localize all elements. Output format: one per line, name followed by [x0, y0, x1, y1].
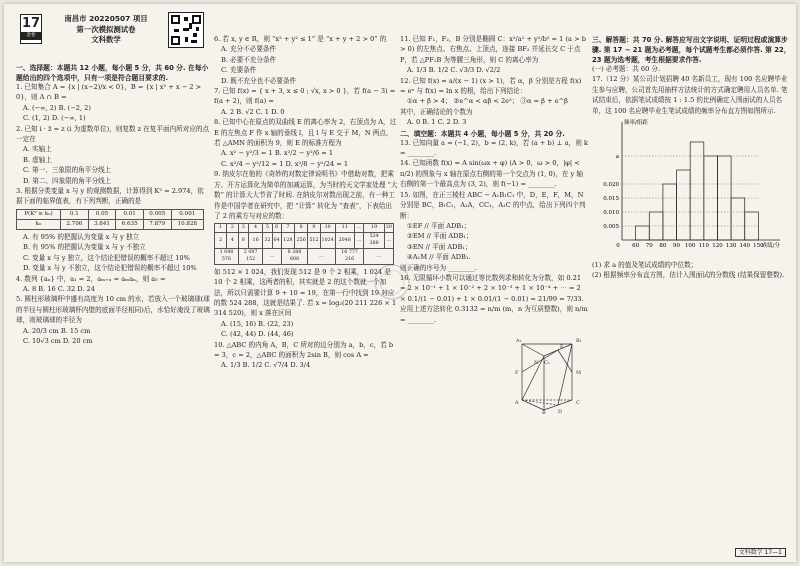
- figure-vertex-label: E: [560, 344, 564, 350]
- badge-number: 17: [21, 16, 41, 31]
- text-line: A. (15, 16) B. (22, 23): [221, 319, 294, 328]
- table-cell: 0.005: [143, 209, 171, 219]
- text-line: A. 有 95% 的把握认为变量 x 与 y 独立: [23, 232, 140, 241]
- text-line: 2. 已知 i · z̄ = z (i 为虚数单位)，则复数 z 在复平面内所对应的点一定在: [16, 124, 210, 144]
- text-line: 1. 已知集合 A = {x | (x−2)/x < 0}，B = {x | x² + x − 2 > 0}，则 A ∩ B =: [16, 83, 202, 102]
- y-tick-label: 0.010: [603, 210, 619, 217]
- x-tick-label: 0: [616, 243, 620, 250]
- x-tick-label: 90: [673, 243, 681, 250]
- y-tick-label: 0.020: [603, 182, 619, 189]
- table-cell: 1 048 576: [215, 248, 239, 264]
- figure-vertex-label: C: [576, 400, 580, 406]
- table-cell: 1: [215, 224, 227, 233]
- title-line-3: 文科数学: [91, 35, 121, 44]
- table-cell: …: [308, 248, 335, 264]
- x-tick-label: 60: [632, 243, 640, 250]
- prism-figure: [514, 334, 584, 414]
- x-axis-label: 成绩/分: [761, 243, 780, 250]
- table-cell: 2 097 152: [238, 248, 263, 264]
- text-line: 16. 无限循环小数可以通过等比数列求和转化为分数，如 0.2̇1̇ = 2 × 10⁻¹ + 1 × 10⁻² + 2 × 10⁻³ + 1 × 10⁻⁴ + ⋯ = 2 × 0.1/(1 − 0.01) + 1 × 0.01/(1 − 0.01) = 21/99 = 7/33.: [400, 273, 584, 303]
- question-block-1b: [16, 232, 210, 346]
- page-footer: [735, 547, 786, 556]
- text-line: A. 20/3 cm B. 15 cm: [23, 326, 91, 335]
- x-tick-label: 80: [659, 243, 667, 250]
- x-tick-label: 110: [698, 243, 710, 250]
- table-cell: …: [384, 232, 393, 248]
- x-tick-label: 100: [684, 243, 696, 250]
- text-line: ④A₁M // 平面 ADB₁.: [407, 253, 471, 262]
- y-tick-label: a: [615, 154, 619, 161]
- table-cell: 3.841: [88, 219, 116, 229]
- figure-vertex-label: B₁: [576, 338, 582, 344]
- text-line: A. 1/3 B. 1/2 C. √3/3 D. √2/2: [407, 66, 501, 75]
- column-4: [592, 34, 792, 554]
- table-cell: 19: [364, 224, 384, 233]
- figure-vertex-label: A₁: [516, 338, 522, 344]
- table-cell: 2: [215, 232, 227, 248]
- column-1: [16, 62, 210, 554]
- exam-title: [50, 14, 162, 46]
- table-cell: 8: [238, 232, 248, 248]
- y-axis-label: 频率/组距: [624, 120, 648, 127]
- text-line: 14. 已知函数 f(x) = A sin(ωx + φ) (A > 0，ω > 0，|φ| < π/2) 的图象与 x 轴在原点右侧的第一个交点为 (1, 0)，在 y 轴右侧的第一个最高点为 (3, 2)，则 f(−1) = ________.: [400, 159, 583, 189]
- paper-number-badge: [20, 14, 42, 44]
- table-cell: 5: [263, 224, 272, 233]
- table-cell: 1024: [320, 232, 335, 248]
- table-cell: 32: [263, 232, 272, 248]
- table-cell: 6: [272, 224, 281, 233]
- qr-code-icon: [168, 12, 204, 48]
- table-cell: 2: [226, 224, 238, 233]
- table-cell: 128: [281, 232, 294, 248]
- table-row: [215, 232, 394, 248]
- badge-label: 金卷: [21, 32, 41, 40]
- text-line: C. (42, 44) D. (44, 46): [221, 330, 294, 339]
- text-line: (1) 求 a 的值及笔试成绩的中位数；: [592, 261, 698, 270]
- histogram-bar: [636, 226, 650, 240]
- table-cell: 7.879: [143, 219, 171, 229]
- text-line: A. (−∞, 2) B. (−2, 2): [23, 103, 91, 112]
- text-line: 5. 圆柱形玻璃杯中盛有高度为 10 cm 的水，若放入一个玻璃球(球的半径与圆柱形玻璃杯内壁的底面半径相同)后，水恰好淹没了玻璃球，则玻璃球的半径为: [16, 295, 210, 325]
- text-line: A. 实轴上: [23, 145, 52, 154]
- figure-vertex-label: F: [515, 370, 519, 376]
- question-block-3: [400, 34, 588, 325]
- text-line: ③EN // 平面 ADB₁；: [407, 242, 472, 251]
- figure-vertex-label: C₁: [544, 360, 550, 366]
- table-cell: 4: [248, 224, 263, 233]
- table-cell: …: [354, 232, 364, 248]
- table-cell: 524 288: [364, 232, 384, 248]
- table-cell: 2.706: [61, 219, 89, 229]
- table-cell: 512: [308, 232, 320, 248]
- text-line: 其中，正确结论的个数为: [400, 107, 473, 116]
- figure-vertex-label: N: [534, 360, 539, 366]
- text-line: ①α + β > 4； ②e^α < αβ < 2e²； ③α = β + e^β: [407, 97, 568, 106]
- figure-vertex-label: A: [515, 400, 519, 406]
- table-cell: 0.1: [61, 209, 89, 219]
- text-line: 12. 已知 f(x) = a/(x − 1) (x > 1)，若 α，β 分别是方程 f(x) = eˣ 与 f(x) = ln x 的根，给出下列结论：: [400, 76, 582, 96]
- table-cell: 2048: [335, 232, 354, 248]
- text-line: 一、选择题：本题共 12 小题，每小题 5 分，共 60 分. 在每小题给出的四个选项中，只有一项是符合题目要求的.: [16, 64, 209, 82]
- table-cell: 8: [295, 224, 308, 233]
- title-line-2: 第一次模拟测试卷: [76, 24, 136, 34]
- text-line: A. 1/3 B. 1/2 C. √7/4 D. 3/4: [221, 361, 311, 370]
- table-cell: 8 388 608: [281, 248, 308, 264]
- table-cell: 6.635: [116, 219, 144, 229]
- text-line: 13. 已知向量 a = (−1, 2)，b = (2, k)，若 (a + b) ⊥ a，则 k = ________.: [400, 138, 588, 158]
- watermark-stamp: [372, 262, 412, 302]
- figure-vertex-label: M: [576, 370, 582, 376]
- x-tick-label: 140: [739, 243, 750, 250]
- figure-vertex-label: D: [558, 409, 563, 414]
- text-line: D. 既不充分也不必要条件: [221, 76, 297, 85]
- text-line: 三、解答题：共 70 分. 解答应写出文字说明、证明过程或演算步骤. 第 17 ~ 21 题为必考题，每个试题考生都必须作答. 第 22，23 题为选考题，考生根据要求作答.: [592, 36, 791, 64]
- table-cell: 16: [248, 232, 263, 248]
- table-row: [17, 219, 204, 229]
- histogram-bar: [731, 198, 745, 240]
- table-cell: 7: [281, 224, 294, 233]
- text-line: (2) 根据频率分布直方图，估计入围面试的分数线 (结果保留整数).: [592, 271, 785, 280]
- table-cell: 0.01: [116, 209, 144, 219]
- text-line: 则正确的序号为 ________.: [400, 263, 477, 272]
- table-cell: …: [263, 248, 281, 264]
- table-cell: 0.001: [171, 209, 203, 219]
- table-row: [215, 248, 394, 264]
- x-tick-label: 120: [712, 243, 723, 250]
- text-line: C. x²/4 − y²/12 = 1 D. x²/8 − y²/24 = 1: [221, 159, 349, 168]
- table-row: [215, 224, 394, 233]
- x-tick-label: 130: [725, 243, 737, 250]
- text-line: 3. 根据分类变量 x 与 y 的观测数据，计算得到 K² = 2.974，依据下面的临界值表，有下列判断，正确的是: [16, 187, 204, 206]
- text-line: A. x² − y²/3 = 1 B. x²/2 − y²/6 = 1: [221, 149, 334, 158]
- question-block-4b: [592, 260, 792, 281]
- y-tick-label: 0.005: [603, 224, 619, 231]
- y-tick-label: 0.015: [603, 196, 619, 203]
- histogram-bar: [690, 142, 704, 240]
- power-of-two-table: [214, 223, 394, 265]
- x-tick-label: 150: [753, 243, 764, 250]
- table-cell: 11: [335, 224, 354, 233]
- text-line: 应用上述方法转化 0.3̇13̇2̇ = n/m (m，n 为互质整数)，则 n/m = ________.: [400, 305, 588, 324]
- text-line: 11. 已知 F₁，F₂，B 分别是椭圆 C：x²/a² + y²/b² = 1 (a > b > 0) 的左焦点、右焦点、上顶点，连接 BF₂ 并延长交 C 于点 P，若 △PF₁B 为等腰三角形，则 C 的离心率为: [400, 35, 586, 64]
- text-line: 8. 已知中心在原点的双曲线 E 的离心率为 2，右顶点为 A，过 E 的左焦点 F 作 x 轴的垂线 l，且 l 与 E 交于 M，N 两点，若 △AMN 的面积为 9，则 E 的标准方程为: [214, 118, 397, 148]
- table-cell: 16 777 216: [335, 248, 364, 264]
- text-line: C. 变量 x 与 y 独立，这个结论犯错误的概率不超过 10%: [23, 253, 190, 262]
- text-line: 9. 纳皮尔在他的《奇妙的对数定律说明书》中借助对数，把乘方、开方运算化为简单的加减运算，为当时的天文学家处理 “大数” 的计算大大节省了时间. 在纳皮尔对数出现之前，有一种工作是中国学者在研究中，把 “计算” 转化为 “查表”，下表给出了 2 的乘方与对应的数：: [214, 170, 398, 220]
- text-line: (一) 必考题：共 60 分.: [592, 65, 661, 73]
- table-cell: 9: [308, 224, 320, 233]
- table-cell: 0.05: [88, 209, 116, 219]
- question-block-2b: [214, 267, 398, 371]
- frequency-histogram: [592, 116, 788, 256]
- text-line: A. 2 B. √2 C. 1 D. 0: [221, 107, 285, 116]
- text-line: ①EF // 平面 ADB₁；: [407, 221, 471, 230]
- text-line: C. 充要条件: [221, 66, 257, 75]
- text-line: B. 有 95% 的把握认为变量 x 与 y 不独立: [23, 243, 146, 252]
- footer-label: 文科数学 17—1: [735, 548, 786, 557]
- table-cell: 256: [295, 232, 308, 248]
- title-line-1: 南昌市 20220507 项目: [64, 14, 148, 23]
- table-cell: …: [354, 224, 364, 233]
- question-block-1: [16, 62, 210, 207]
- text-line: C. 10√3 cm D. 20 cm: [23, 336, 93, 345]
- question-block-4: [592, 34, 792, 116]
- table-cell: 20: [385, 225, 392, 231]
- text-line: C. (1, 2) D. (−∞, 1): [23, 114, 86, 123]
- text-line: A. 8 B. 16 C. 32 D. 24: [23, 284, 95, 293]
- critical-value-table: [16, 209, 204, 230]
- table-cell: P(K² ≥ k₀): [17, 209, 61, 219]
- exam-header: [16, 12, 210, 68]
- x-tick-label: 70: [645, 243, 653, 250]
- figure-vertex-label: B: [542, 410, 546, 414]
- text-line: 二、填空题：本题共 4 小题，每小题 5 分，共 20 分.: [400, 129, 565, 138]
- text-line: 如 512 × 1 024，我们发现 512 是 9 个 2 相乘，1 024 是 10 个 2 相乘，这两者的积，其实就是 2 的这个数就一个加法，所以只需要计算 9 + 10 = 19，在第一行中找到 19 对应的数 524 288，这就是结果了. 若 x = log₂(20 211 226 × 1 314 520)，则 x 落在区间: [214, 267, 397, 318]
- column-3: [400, 34, 588, 554]
- column-2: [214, 34, 398, 554]
- question-block-2: [214, 34, 398, 221]
- text-line: A. 0 B. 1 C. 2 D. 3: [407, 118, 467, 127]
- text-line: 17.（12 分）某公司计划招聘 40 名新员工，现有 100 名应聘毕业生参与应聘，公司首先用抽样方法统计的方式确定聘用人员名单. 笔试结束后，依据笔试成绩按 1 : 1.5 的比例确定入围面试的人员名单，这 100 名应聘毕业生笔试成绩的频率分布直方图如图所示.: [592, 75, 788, 115]
- text-line: 4. 数列 {aₙ} 中，a₁ = 2，aₘ₊ₙ = aₘaₙ，则 a₅ =: [16, 274, 166, 283]
- text-line: 7. 已知 f(x) = { x + 3, x ≤ 0 ; √x, x > 0 }，若 f(a − 3) = f(a + 2)，则 f(a) =: [214, 87, 396, 106]
- text-line: D. 变量 x 与 y 不独立，这个结论犯错误的概率不超过 10%: [23, 264, 197, 273]
- exam-sheet: [4, 4, 796, 562]
- table-cell: 64: [272, 232, 281, 248]
- table-cell: 10: [320, 224, 335, 233]
- text-line: C. 第一、三象限的角平分线上: [23, 166, 112, 175]
- table-cell: k₀: [17, 219, 61, 229]
- table-cell: 4: [226, 232, 238, 248]
- text-line: 15. 如图，在正三棱柱 ABC − A₁B₁C₁ 中，D，E，F，M，N 分别是 BC，B₁C₁，A₁A，CC₁，A₁C 的中点，给出下列四个判断：: [400, 190, 586, 220]
- text-line: ②EM // 平面 ADB₁；: [407, 232, 473, 241]
- table-row: [17, 209, 204, 219]
- text-line: 6. 若 x, y ∈ R，则 “x² + y² ≤ 1” 是 “x + y + 2 > 0” 的: [214, 35, 387, 43]
- text-line: B. 虚轴上: [23, 155, 52, 164]
- text-line: D. 第二、四象限的角平分线上: [23, 176, 112, 185]
- table-cell: …: [364, 248, 394, 264]
- table-cell: 10.828: [171, 219, 203, 229]
- table-cell: 3: [238, 224, 248, 233]
- histogram-bar: [677, 170, 691, 240]
- text-line: 10. △ABC 的内角 A，B，C 所对的边分别为 a，b，c，若 b = 3，c = 2，△ABC 的面积为 2sin B，则 cos A =: [214, 340, 394, 360]
- text-line: B. 必要不充分条件: [221, 55, 277, 64]
- text-line: A. 充分不必要条件: [221, 45, 277, 54]
